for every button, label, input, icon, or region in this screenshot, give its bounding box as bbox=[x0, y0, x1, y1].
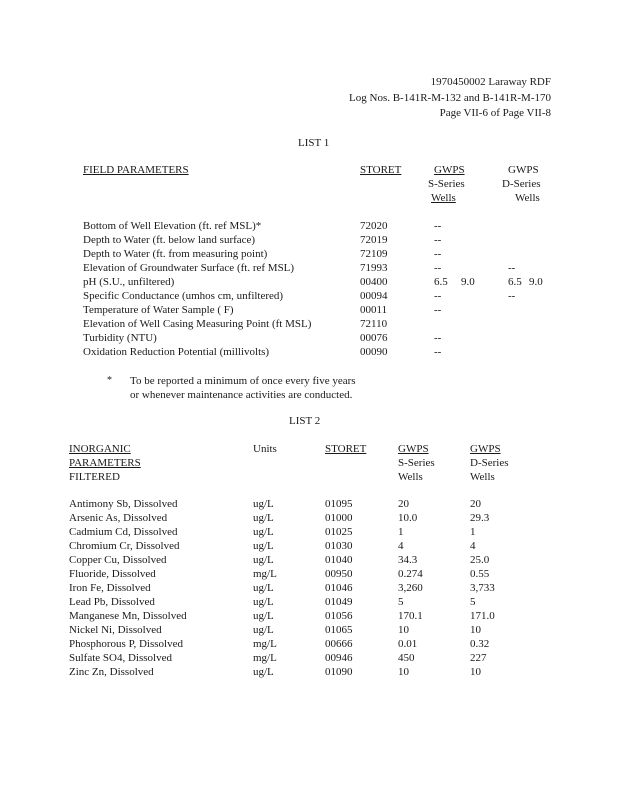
gwps-s-value: 10 bbox=[398, 624, 409, 636]
list1-col-param: FIELD PARAMETERS bbox=[83, 164, 189, 176]
storet-code: 72020 bbox=[360, 220, 388, 232]
gwps-d-value: 20 bbox=[470, 498, 481, 510]
storet-code: 00076 bbox=[360, 332, 388, 344]
parameter-name: Phosphorous P, Dissolved bbox=[69, 638, 183, 650]
gwps-d-value: -- bbox=[508, 290, 516, 302]
units: ug/L bbox=[253, 624, 274, 636]
list1-gwps-s-label: GWPS bbox=[434, 164, 465, 176]
gwps-d-value: 29.3 bbox=[470, 512, 490, 524]
list1-gwps-s-series: S-Series bbox=[428, 178, 465, 190]
storet-code: 01046 bbox=[325, 582, 353, 594]
list2-gwps-s-series: S-Series bbox=[398, 457, 435, 469]
parameter-name: Arsenic As, Dissolved bbox=[69, 512, 168, 524]
gwps-s-value: 5 bbox=[398, 596, 404, 608]
parameter-name: Zinc Zn, Dissolved bbox=[69, 666, 154, 678]
storet-code: 00946 bbox=[325, 652, 353, 664]
gwps-s-value: 3,260 bbox=[398, 582, 423, 594]
units: mg/L bbox=[253, 568, 277, 580]
storet-code: 01040 bbox=[325, 554, 353, 566]
units: ug/L bbox=[253, 526, 274, 538]
gwps-s-value: -- bbox=[434, 332, 442, 344]
gwps-d-value: 10 bbox=[470, 666, 481, 678]
gwps-d-value: 4 bbox=[470, 540, 476, 552]
gwps-d-value: 5 bbox=[470, 596, 476, 608]
storet-code: 00090 bbox=[360, 346, 388, 358]
gwps-d-value: 25.0 bbox=[470, 554, 490, 566]
gwps-s-upper: 9.0 bbox=[461, 276, 475, 288]
storet-code: 01000 bbox=[325, 512, 353, 524]
gwps-s-value: -- bbox=[434, 262, 442, 274]
list1-gwps-d-label: GWPS bbox=[508, 164, 539, 176]
footnote-mark: * bbox=[107, 375, 112, 386]
parameter-name: Lead Pb, Dissolved bbox=[69, 596, 155, 608]
storet-code: 01049 bbox=[325, 596, 353, 608]
gwps-s-value: 20 bbox=[398, 498, 409, 510]
footnote-line-2: or whenever maintenance activities are conducted. bbox=[130, 389, 353, 401]
storet-code: 72110 bbox=[360, 318, 388, 330]
parameter-name: Iron Fe, Dissolved bbox=[69, 582, 151, 594]
parameter-name: Elevation of Well Casing Measuring Point (ft MSL) bbox=[83, 318, 312, 330]
parameter-name: Turbidity (NTU) bbox=[83, 332, 157, 344]
units: mg/L bbox=[253, 652, 277, 664]
parameter-name: Elevation of Groundwater Surface (ft. ref MSL) bbox=[83, 262, 295, 274]
units: ug/L bbox=[253, 498, 274, 510]
gwps-d-upper: 9.0 bbox=[529, 276, 543, 288]
gwps-s-value: 0.274 bbox=[398, 568, 423, 580]
header-line-1: 1970450002 Laraway RDF bbox=[430, 76, 551, 88]
gwps-s-value: 4 bbox=[398, 540, 404, 552]
list2-col-param-1: INORGANIC bbox=[69, 443, 131, 455]
parameter-name: Chromium Cr, Dissolved bbox=[69, 540, 180, 552]
parameter-name: Depth to Water (ft. below land surface) bbox=[83, 234, 256, 246]
storet-code: 00950 bbox=[325, 568, 353, 580]
parameter-name: Fluoride, Dissolved bbox=[69, 568, 156, 580]
units: ug/L bbox=[253, 554, 274, 566]
gwps-s-value: -- bbox=[434, 220, 442, 232]
list2-col-param-2: PARAMETERS bbox=[69, 457, 141, 469]
list1-col-storet: STORET bbox=[360, 164, 402, 176]
list1-gwps-d-series: D-Series bbox=[502, 178, 541, 190]
parameter-name: Depth to Water (ft. from measuring point) bbox=[83, 248, 268, 260]
storet-code: 01056 bbox=[325, 610, 353, 622]
list2-gwps-d-series: D-Series bbox=[470, 457, 509, 469]
header-line-2: Log Nos. B-141R-M-132 and B-141R-M-170 bbox=[349, 92, 551, 104]
parameter-name: Sulfate SO4, Dissolved bbox=[69, 652, 172, 664]
list2-col-storet: STORET bbox=[325, 443, 367, 455]
gwps-d-value: 6.5 bbox=[508, 276, 522, 288]
gwps-s-value: 1 bbox=[398, 526, 404, 538]
parameter-name: Copper Cu, Dissolved bbox=[69, 554, 167, 566]
parameter-name: Temperature of Water Sample ( F) bbox=[83, 304, 234, 316]
parameter-name: Nickel Ni, Dissolved bbox=[69, 624, 162, 636]
parameter-name: Manganese Mn, Dissolved bbox=[69, 610, 187, 622]
list2-gwps-s-wells: Wells bbox=[398, 471, 423, 483]
units: ug/L bbox=[253, 596, 274, 608]
storet-code: 71993 bbox=[360, 262, 388, 274]
gwps-d-value: 10 bbox=[470, 624, 481, 636]
parameter-name: Cadmium Cd, Dissolved bbox=[69, 526, 178, 538]
gwps-s-value: -- bbox=[434, 234, 442, 246]
gwps-d-value: 0.55 bbox=[470, 568, 490, 580]
gwps-s-value: -- bbox=[434, 248, 442, 260]
gwps-s-value: -- bbox=[434, 290, 442, 302]
storet-code: 01025 bbox=[325, 526, 353, 538]
header-line-3: Page VII-6 of Page VII-8 bbox=[439, 107, 551, 119]
list1-title: LIST 1 bbox=[298, 137, 330, 149]
units: ug/L bbox=[253, 582, 274, 594]
units: ug/L bbox=[253, 610, 274, 622]
gwps-d-value: 227 bbox=[470, 652, 487, 664]
storet-code: 01065 bbox=[325, 624, 353, 636]
storet-code: 72019 bbox=[360, 234, 388, 246]
gwps-s-value: 10.0 bbox=[398, 512, 418, 524]
list2-col-param-3: FILTERED bbox=[69, 471, 120, 483]
list2-title: LIST 2 bbox=[289, 415, 321, 427]
gwps-d-value: 3,733 bbox=[470, 582, 495, 594]
gwps-s-value: 6.5 bbox=[434, 276, 448, 288]
gwps-s-value: 34.3 bbox=[398, 554, 418, 566]
storet-code: 00666 bbox=[325, 638, 353, 650]
list1-gwps-d-wells: Wells bbox=[515, 192, 540, 204]
gwps-d-value: 171.0 bbox=[470, 610, 495, 622]
units: ug/L bbox=[253, 666, 274, 678]
parameter-name: Specific Conductance (umhos cm, unfiltered) bbox=[83, 290, 284, 302]
storet-code: 00094 bbox=[360, 290, 388, 302]
storet-code: 01030 bbox=[325, 540, 353, 552]
list1-gwps-s-wells: Wells bbox=[431, 192, 456, 204]
footnote-line-1: To be reported a minimum of once every five years bbox=[130, 375, 356, 387]
gwps-s-value: -- bbox=[434, 346, 442, 358]
list2-gwps-s-label: GWPS bbox=[398, 443, 429, 455]
gwps-s-value: 10 bbox=[398, 666, 409, 678]
gwps-s-value: -- bbox=[434, 304, 442, 316]
parameter-name: Antimony Sb, Dissolved bbox=[69, 498, 178, 510]
storet-code: 72109 bbox=[360, 248, 388, 260]
list2-gwps-d-label: GWPS bbox=[470, 443, 501, 455]
storet-code: 01090 bbox=[325, 666, 353, 678]
gwps-s-value: 450 bbox=[398, 652, 415, 664]
gwps-d-value: -- bbox=[508, 262, 516, 274]
units: ug/L bbox=[253, 540, 274, 552]
storet-code: 01095 bbox=[325, 498, 353, 510]
parameter-name: Oxidation Reduction Potential (millivolts) bbox=[83, 346, 270, 358]
list2-gwps-d-wells: Wells bbox=[470, 471, 495, 483]
units: mg/L bbox=[253, 638, 277, 650]
parameter-name: pH (S.U., unfiltered) bbox=[83, 276, 175, 288]
parameter-name: Bottom of Well Elevation (ft. ref MSL)* bbox=[83, 220, 262, 232]
list2-col-units: Units bbox=[253, 443, 277, 455]
storet-code: 00400 bbox=[360, 276, 388, 288]
gwps-s-value: 170.1 bbox=[398, 610, 423, 622]
gwps-d-value: 1 bbox=[470, 526, 476, 538]
gwps-d-value: 0.32 bbox=[470, 638, 490, 650]
gwps-s-value: 0.01 bbox=[398, 638, 418, 650]
units: ug/L bbox=[253, 512, 274, 524]
storet-code: 00011 bbox=[360, 304, 388, 316]
